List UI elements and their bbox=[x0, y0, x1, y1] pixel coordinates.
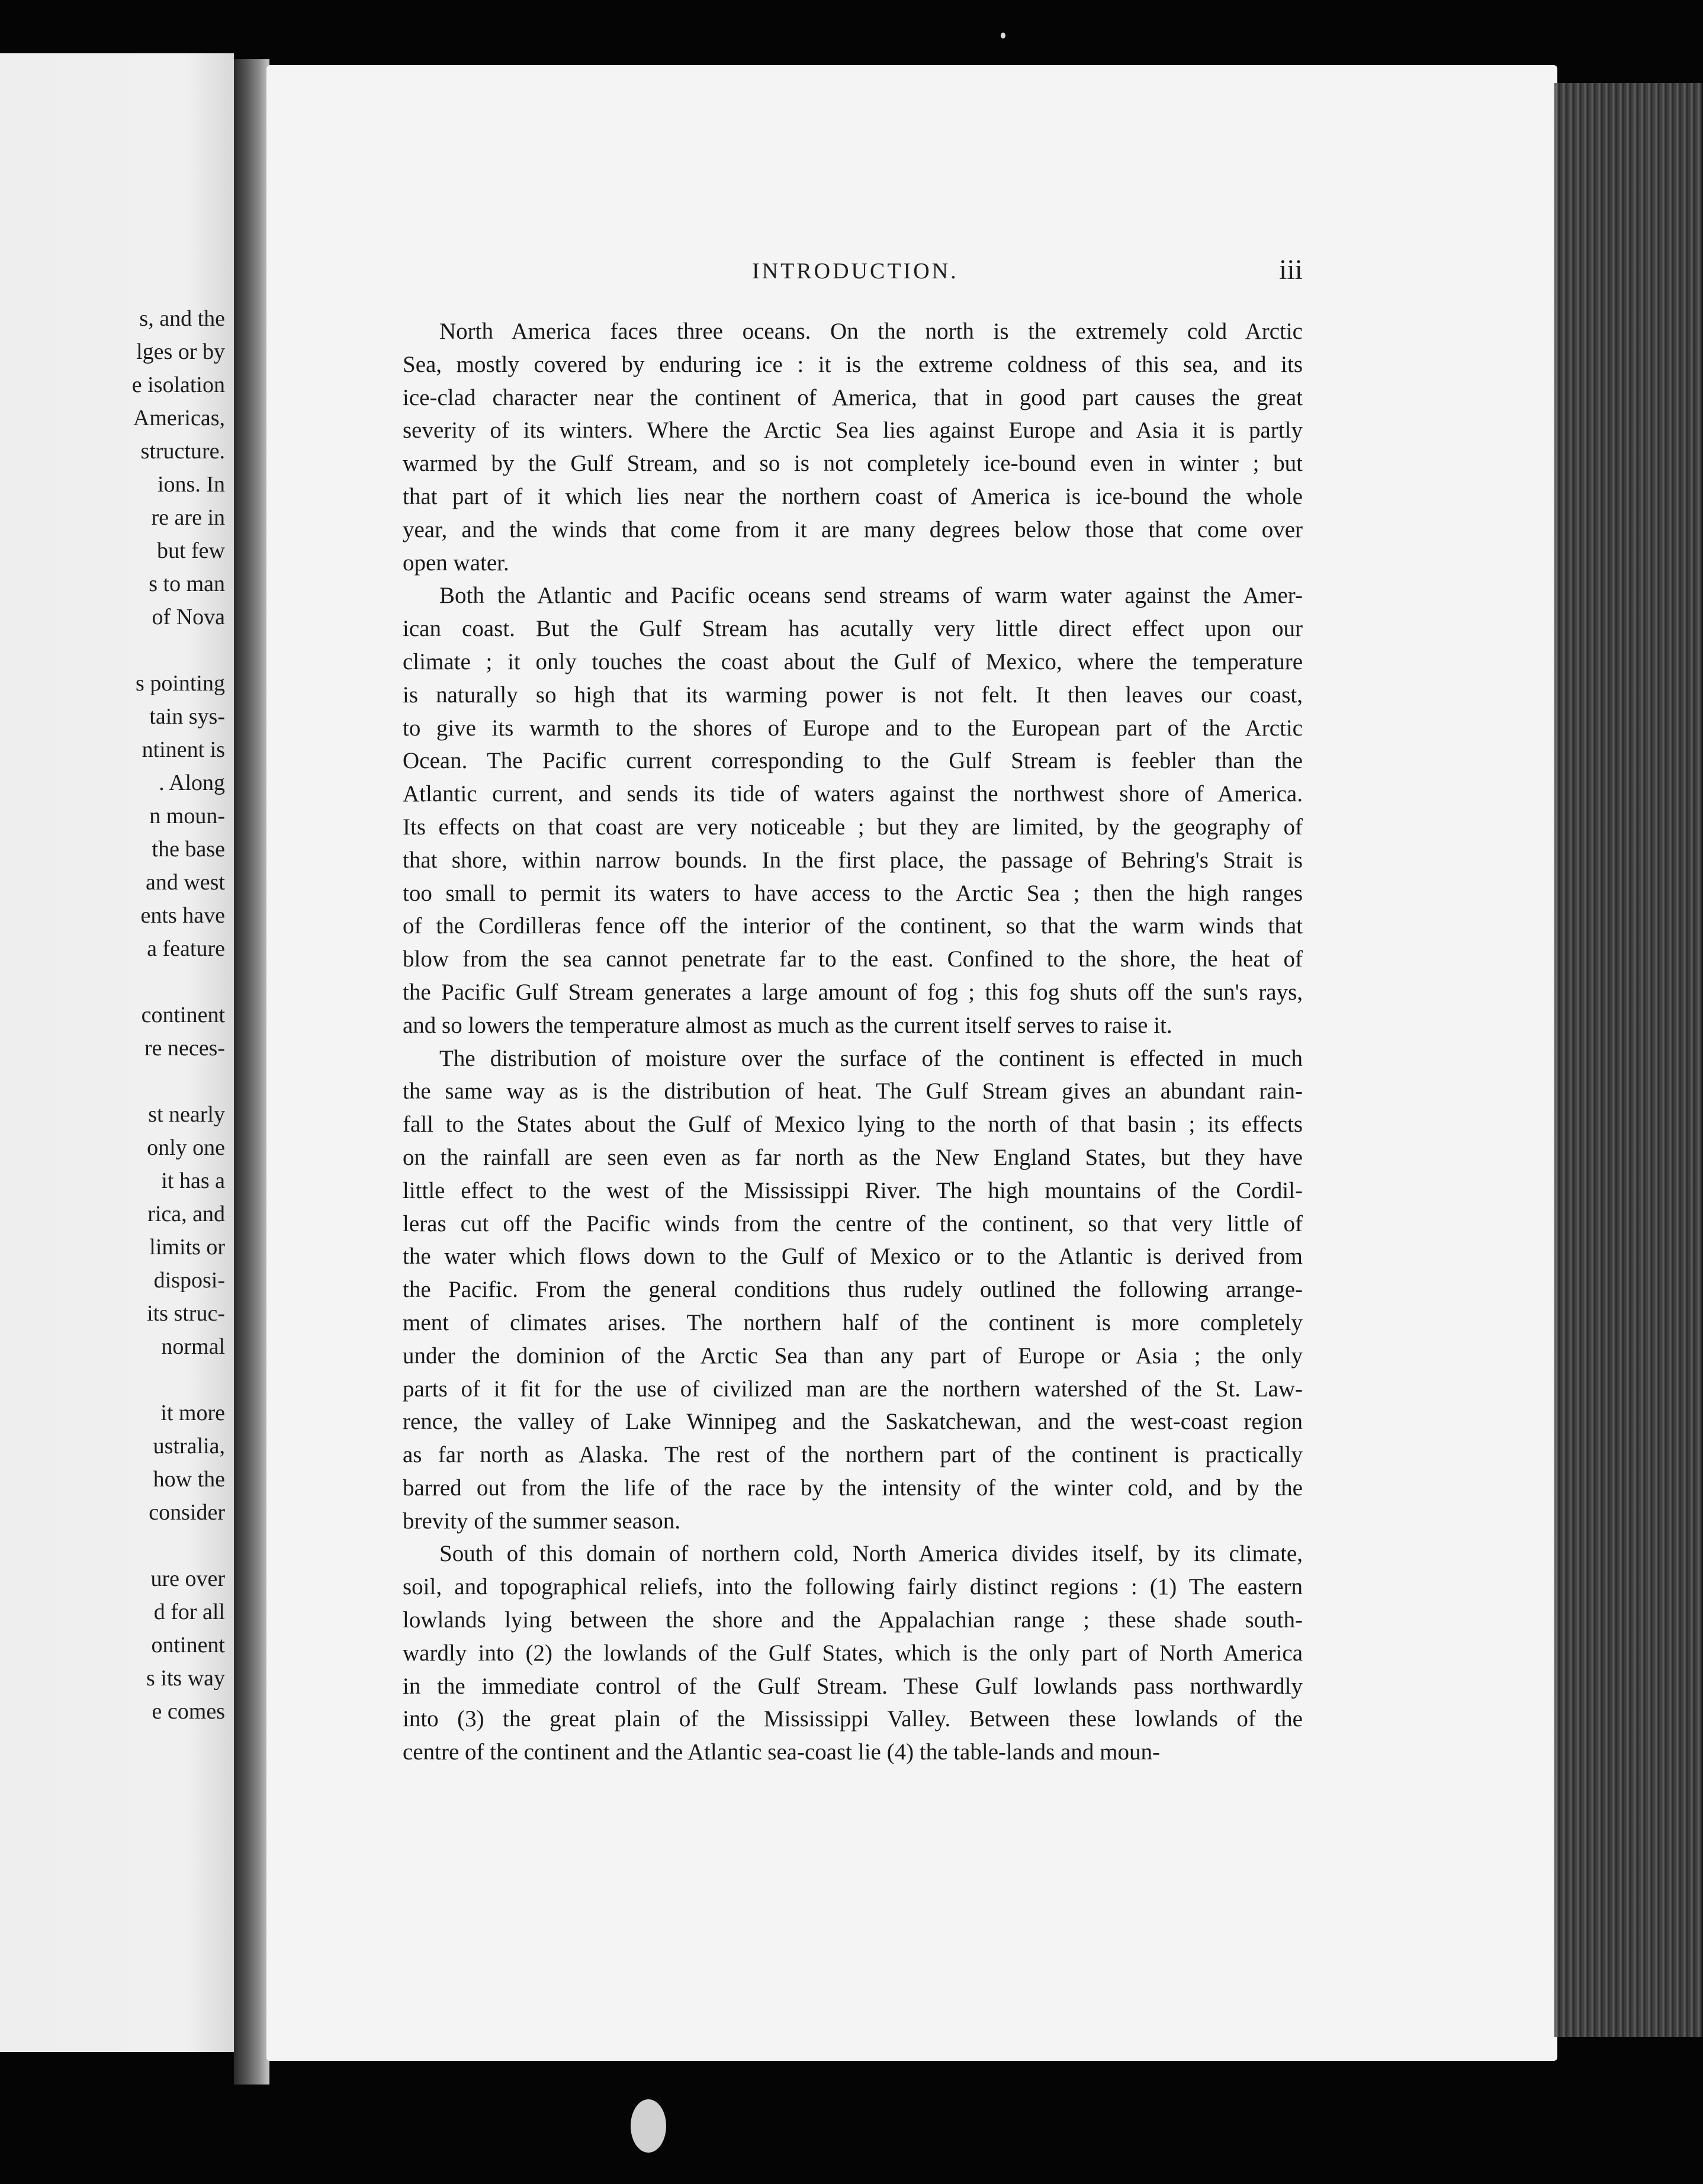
book-gutter bbox=[234, 59, 269, 2085]
text-line: Its effects on that coast are very noticeable ; but they are limited, by the geography of bbox=[403, 814, 1303, 840]
left-page-line: continent bbox=[141, 1003, 225, 1027]
left-page-line: s its way bbox=[146, 1666, 225, 1691]
scan-artifact bbox=[1001, 33, 1005, 38]
paragraph bbox=[403, 1537, 1303, 1769]
text-line: the Pacific Gulf Stream generates a large amount of fog ; this fog shuts off the sun's rays, bbox=[403, 979, 1303, 1005]
paragraph bbox=[403, 1042, 1303, 1538]
left-page-line: Americas, bbox=[133, 406, 225, 431]
text-line: severity of its winters. Where the Arctic Sea lies against Europe and Asia it is partly bbox=[403, 417, 1303, 444]
text-line: open water. bbox=[403, 550, 509, 576]
left-page-line: it more bbox=[160, 1401, 225, 1425]
text-line: and so lowers the temperature almost as much as the current itself serves to raise it. bbox=[403, 1012, 1172, 1038]
left-page-line: it has a bbox=[161, 1168, 225, 1193]
text-line: leras cut off the Pacific winds from the centre of the continent, so that very little of bbox=[403, 1210, 1303, 1236]
page-edges bbox=[1554, 83, 1702, 2037]
text-line: little effect to the west of the Mississippi River. The high mountains of the Cordil- bbox=[403, 1177, 1303, 1203]
left-page-line: rica, and bbox=[147, 1202, 225, 1226]
left-page-line: structure. bbox=[140, 439, 225, 464]
text-line: rence, the valley of Lake Winnipeg and the Saskatchewan, and the west-coast region bbox=[403, 1409, 1303, 1435]
left-page-line: s pointing bbox=[136, 671, 225, 696]
text-line: in the immediate control of the Gulf Stream. These Gulf lowlands pass northwardly bbox=[403, 1673, 1303, 1699]
text-line: Sea, mostly covered by enduring ice : it is the extreme coldness of this sea, and its bbox=[403, 351, 1303, 377]
paragraph bbox=[403, 315, 1303, 579]
text-line: the same way as is the distribution of heat. The Gulf Stream gives an abundant rain- bbox=[403, 1078, 1303, 1104]
left-page-line: re neces- bbox=[144, 1036, 225, 1061]
left-page-line: e comes bbox=[152, 1699, 225, 1724]
left-page-line bbox=[0, 1529, 225, 1562]
left-page-line: s, and the bbox=[139, 306, 225, 331]
text-line: blow from the sea cannot penetrate far to the east. Confined to the shore, the heat of bbox=[403, 946, 1303, 972]
left-page-line: re are in bbox=[151, 505, 225, 530]
left-page-line: limits or bbox=[149, 1235, 225, 1260]
text-line: centre of the continent and the Atlantic sea-coast lie (4) the table-lands and moun- bbox=[403, 1739, 1160, 1765]
left-page-line: and west bbox=[145, 870, 225, 895]
text-line: under the dominion of the Arctic Sea than any part of Europe or Asia ; the only bbox=[403, 1342, 1303, 1369]
body-text bbox=[403, 315, 1303, 1769]
left-page-line: st nearly bbox=[148, 1102, 225, 1127]
left-page-line: but few bbox=[156, 538, 225, 563]
left-page-line: d for all bbox=[153, 1600, 225, 1624]
text-line: wardly into (2) the lowlands of the Gulf States, which is the only part of North America bbox=[403, 1640, 1303, 1666]
text-line: too small to permit its waters to have access to the Arctic Sea ; then the high ranges bbox=[403, 880, 1303, 906]
text-line: is naturally so high that its warming power is not felt. It then leaves our coast, bbox=[403, 682, 1303, 708]
left-page-line: the base bbox=[152, 837, 225, 862]
left-page bbox=[0, 53, 234, 2052]
left-page-line: e isolation bbox=[131, 372, 225, 397]
text-line: of the Cordilleras fence off the interior of the continent, so that the warm winds that bbox=[403, 913, 1303, 939]
text-line: barred out from the life of the race by the intensity of the winter cold, and by the bbox=[403, 1475, 1303, 1501]
page-number: iii bbox=[1278, 254, 1303, 285]
left-page-line: a feature bbox=[147, 936, 225, 961]
text-line: year, and the winds that come from it are many degrees below those that come over bbox=[403, 516, 1303, 542]
text-line: fall to the States about the Gulf of Mexico lying to the north of that basin ; its effects bbox=[403, 1112, 1303, 1138]
scan-artifact bbox=[631, 2099, 666, 2153]
text-line: climate ; it only touches the coast about the Gulf of Mexico, where the temperature bbox=[403, 648, 1303, 675]
left-page-line: how the bbox=[153, 1467, 225, 1492]
text-line: ment of climates arises. The northern half of the continent is more completely bbox=[403, 1309, 1303, 1335]
left-page-line: only one bbox=[147, 1135, 225, 1160]
left-page-line: ions. In bbox=[158, 472, 225, 497]
left-page-line: ents have bbox=[140, 903, 225, 928]
left-page-line bbox=[0, 1065, 225, 1098]
text-line: ican coast. But the Gulf Stream has acutally very little direct effect upon our bbox=[403, 616, 1303, 642]
text-line: lowlands lying between the shore and the Appalachian range ; these shade south- bbox=[403, 1607, 1303, 1633]
text-line: South of this domain of northern cold, North America divides itself, by its climate, bbox=[439, 1541, 1303, 1567]
text-line: Ocean. The Pacific current corresponding to the Gulf Stream is feebler than the bbox=[403, 748, 1303, 774]
page-header bbox=[752, 253, 1303, 289]
left-page-line bbox=[0, 634, 225, 667]
text-line: into (3) the great plain of the Mississippi Valley. Between these lowlands of the bbox=[403, 1706, 1303, 1732]
left-page-line: ure over bbox=[150, 1566, 225, 1591]
text-line: soil, and topographical reliefs, into the following fairly distinct regions : (1) The eastern bbox=[403, 1574, 1303, 1600]
text-line: The distribution of moisture over the surface of the continent is effected in much bbox=[439, 1045, 1303, 1071]
left-page-line: ontinent bbox=[151, 1633, 225, 1658]
text-line: to give its warmth to the shores of Europe and to the European part of the Arctic bbox=[403, 715, 1303, 741]
text-line: parts of it fit for the use of civilized man are the northern watershed of the St. Law- bbox=[403, 1376, 1303, 1402]
running-title: INTRODUCTION. bbox=[752, 259, 959, 284]
left-page-line: its struc- bbox=[147, 1301, 225, 1326]
left-page-text bbox=[0, 302, 225, 1728]
text-line: brevity of the summer season. bbox=[403, 1508, 680, 1534]
text-line: that part of it which lies near the northern coast of America is ice-bound the whole bbox=[403, 483, 1303, 509]
text-line: North America faces three oceans. On the north is the extremely cold Arctic bbox=[439, 319, 1303, 344]
left-page-line: . Along bbox=[159, 770, 225, 795]
text-line: ice-clad character near the continent of America, that in good part causes the great bbox=[403, 384, 1303, 410]
text-line: that shore, within narrow bounds. In the first place, the passage of Behring's Strait is bbox=[403, 847, 1303, 873]
paragraph bbox=[403, 579, 1303, 1042]
left-page-line: disposi- bbox=[153, 1268, 225, 1293]
left-page-line: normal bbox=[161, 1334, 225, 1359]
left-page-line: s to man bbox=[149, 571, 225, 596]
left-page-line: consider bbox=[149, 1500, 225, 1525]
left-page-line bbox=[0, 1363, 225, 1396]
left-page-line: n moun- bbox=[149, 804, 225, 828]
text-line: Both the Atlantic and Pacific oceans send streams of warm water against the Amer- bbox=[439, 583, 1303, 609]
left-page-line: ntinent is bbox=[142, 737, 225, 762]
text-line: as far north as Alaska. The rest of the northern part of the continent is practically bbox=[403, 1442, 1303, 1468]
left-page-line bbox=[0, 965, 225, 998]
left-page-line: tain sys- bbox=[149, 704, 225, 729]
left-page-line: lges or by bbox=[136, 339, 225, 364]
left-page-line: of Nova bbox=[152, 605, 225, 629]
text-line: the water which flows down to the Gulf of Mexico or to the Atlantic is derived from bbox=[403, 1244, 1303, 1270]
text-line: the Pacific. From the general conditions thus rudely outlined the following arrange- bbox=[403, 1277, 1303, 1303]
text-line: on the rainfall are seen even as far north as the New England States, but they have bbox=[403, 1144, 1303, 1170]
left-page-line: ustralia, bbox=[153, 1434, 225, 1459]
text-line: warmed by the Gulf Stream, and so is not completely ice-bound even in winter ; but bbox=[403, 451, 1303, 477]
text-line: Atlantic current, and sends its tide of waters against the northwest shore of America. bbox=[403, 781, 1303, 807]
